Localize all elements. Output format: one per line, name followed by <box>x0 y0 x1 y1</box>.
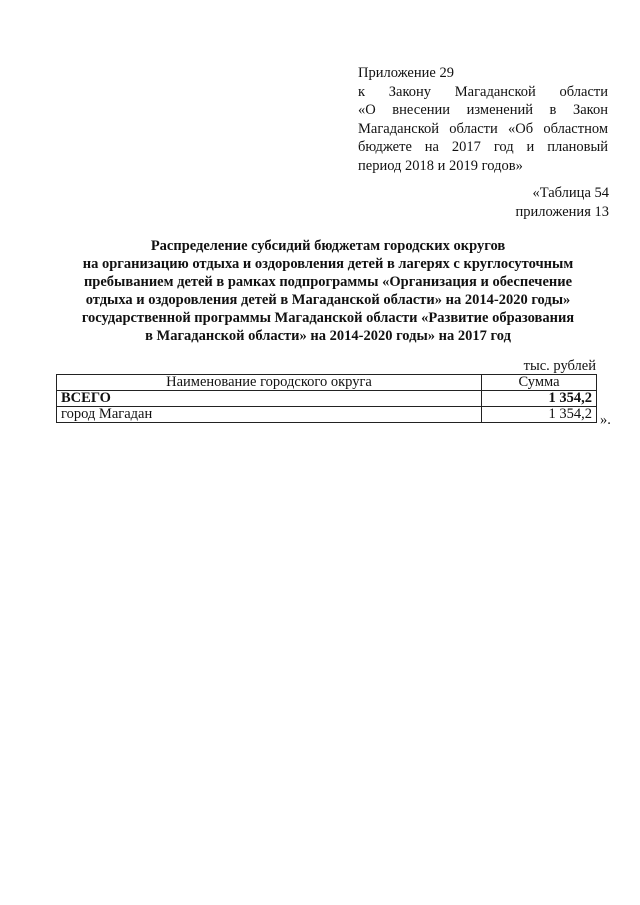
title-line: Распределение субсидий бюджетам городских округов <box>150 238 506 254</box>
closing-quote-mark: ». <box>600 412 611 428</box>
row-value: 1 354,2 <box>482 407 597 423</box>
appendix-line: к Закону Магаданской области <box>358 83 608 100</box>
appendix-line: «О внесении изменений в Закон <box>358 102 608 118</box>
table-row-total <box>57 391 597 407</box>
table-reference <box>516 184 609 221</box>
title-line: на организацию отдыха и оздоровления детей в лагерях с круглосуточным <box>82 256 574 272</box>
row-value: 1 354,2 <box>482 391 597 407</box>
appendix-line: период 2018 и 2019 годов» <box>358 157 523 174</box>
appendix-line: Магаданской области «Об областном <box>358 120 608 137</box>
title-line: государственной программы Магаданской области «Развитие образования <box>81 310 575 326</box>
column-header-amount: Сумма <box>482 375 597 391</box>
title-line: пребыванием детей в рамках подпрограммы «Организация и обеспечение <box>83 274 573 290</box>
table-row <box>57 407 597 423</box>
row-name: город Магадан <box>57 407 482 423</box>
units-label: тыс. рублей <box>523 358 596 374</box>
row-name: ВСЕГО <box>57 391 482 407</box>
appendix-block <box>358 64 608 175</box>
table-reference-line-1: «Таблица 54 <box>532 185 609 201</box>
column-header-name: Наименование городского округа <box>57 375 482 391</box>
document-title <box>56 237 600 345</box>
appendix-line: бюджете на 2017 год и плановый <box>358 139 608 155</box>
title-line: отдыха и оздоровления детей в Магаданской области» на 2014-2020 годы» <box>85 292 571 308</box>
title-line: в Магаданской области» на 2014-2020 годы» на 2017 год <box>145 328 511 344</box>
subsidy-table <box>56 374 597 423</box>
appendix-line: Приложение 29 <box>358 65 454 81</box>
table-reference-line-2: приложения 13 <box>515 203 609 220</box>
table-header-row <box>57 375 597 391</box>
